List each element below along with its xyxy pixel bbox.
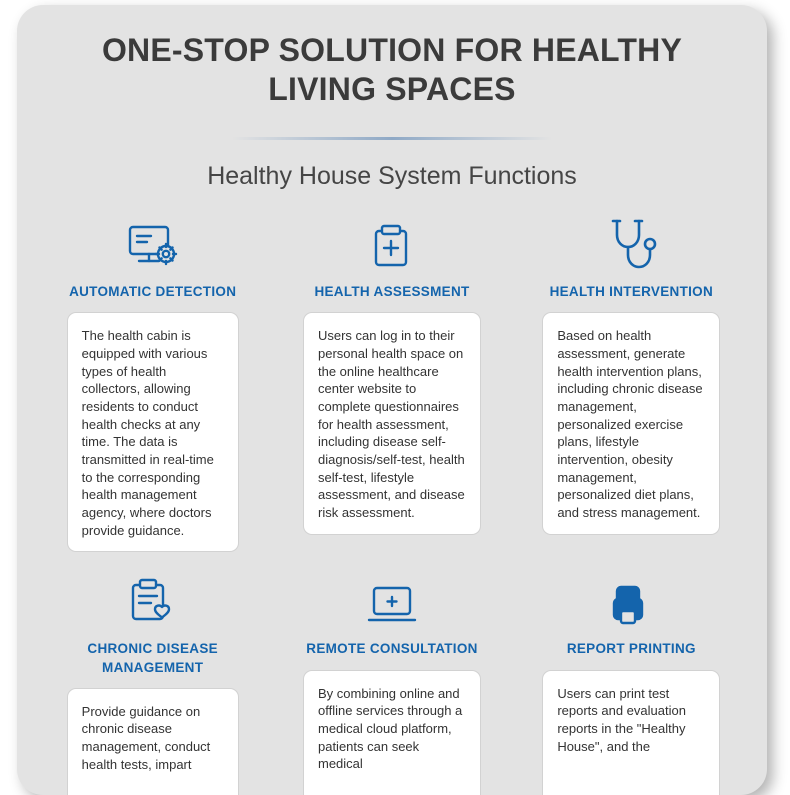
feature-body-card: Users can print test reports and evaluation reports in the "Healthy House", and the (542, 670, 720, 795)
monitor-gear-icon (125, 213, 181, 273)
divider-line (232, 137, 552, 140)
printer-icon (608, 570, 654, 630)
feature-cell-remote-consultation (276, 570, 507, 795)
feature-body-card: Provide guidance on chronic disease management, conduct health tests, impart (67, 688, 239, 795)
feature-grid-row-2 (17, 570, 767, 795)
feature-title: REPORT PRINTING (566, 641, 696, 657)
feature-grid-row-1 (17, 213, 767, 552)
feature-cell-health-intervention (516, 213, 747, 552)
poster-container (17, 5, 767, 795)
feature-cell-chronic-disease-management (37, 570, 268, 795)
stethoscope-icon (604, 213, 658, 273)
feature-cell-automatic-detection (37, 213, 268, 552)
feature-title: HEALTH ASSESSMENT (314, 284, 470, 300)
feature-title: HEALTH INTERVENTION (549, 284, 714, 300)
feature-body-card: Users can log in to their personal health space on the online healthcare center website to complete questionnaires for health assessment, including disease self-diagnosis/self-test, health self-test, lifestyle assessment, and disease risk assessment. (303, 312, 481, 534)
feature-body-card: The health cabin is equipped with various types of health collectors, allowing residents to conduct health checks at any time. The data is transmitted in real-time to the corresponding health management agency, where doctors provide guidance. (67, 312, 239, 552)
feature-body-card: Based on health assessment, generate health intervention plans, including chronic disease management, personalized exercise plans, lifestyle intervention, obesity management, personalized diet plans, and stress management. (542, 312, 720, 534)
feature-title: AUTOMATIC DETECTION (69, 284, 237, 300)
page-title: ONE-STOP SOLUTION FOR HEALTHY LIVING SPACES (101, 32, 683, 108)
feature-body-card: By combining online and offline services through a medical cloud platform, patients can seek medical (303, 670, 481, 795)
feature-title: REMOTE CONSULTATION (306, 641, 478, 657)
feature-cell-health-assessment (276, 213, 507, 552)
section-subtitle: Healthy House System Functions (207, 162, 577, 191)
clipboard-heart-icon (125, 570, 181, 630)
feature-title: CHRONIC DISEASE MANAGEMENT (87, 641, 218, 675)
laptop-plus-icon (365, 570, 419, 630)
feature-cell-report-printing (516, 570, 747, 795)
clipboard-plus-icon (369, 213, 415, 273)
